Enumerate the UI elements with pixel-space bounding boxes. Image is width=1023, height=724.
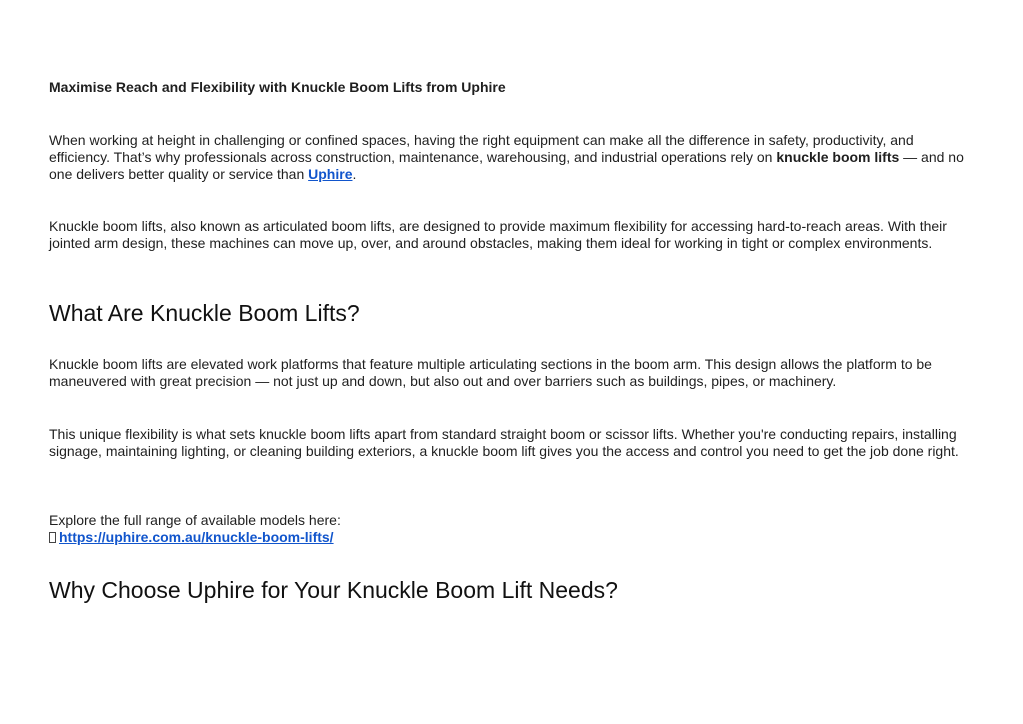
uphire-link[interactable]: Uphire <box>308 166 353 182</box>
missing-glyph-icon <box>49 532 56 543</box>
paragraph-explore <box>49 512 977 546</box>
knuckle-boom-lifts-bold: knuckle boom lifts <box>776 149 900 165</box>
paragraph-articulated: Knuckle boom lifts, also known as articulated boom lifts, are designed to provide maximum flexibility for accessing hard-to-reach areas. With their jointed arm design, these machines can move up, over, and around obstacles, making them ideal for working in tight or complex environments. <box>49 218 947 251</box>
paragraph-intro <box>49 132 977 183</box>
paragraph-flexibility: This unique flexibility is what sets knuckle boom lifts apart from standard straight boom or scissor lifts. Whether you're conducting repairs, installing signage, maintaining lighting, or cleaning building exteriors, a knuckle boom lift gives you the access and control you need to get the job done right. <box>49 426 959 459</box>
paragraph-intro-text-middle: — and no one delivers better quality or service than <box>49 149 964 182</box>
intro-title: Maximise Reach and Flexibility with Knuckle Boom Lifts from Uphire <box>49 79 506 95</box>
explore-text: Explore the full range of available models here: <box>49 512 341 528</box>
paragraph-definition: Knuckle boom lifts are elevated work platforms that feature multiple articulating sections in the boom arm. This design allows the platform to be maneuvered with great precision — not just up and down, but also out and over barriers such as buildings, pipes, or machinery. <box>49 356 932 389</box>
knuckle-boom-lifts-url-link[interactable]: https://uphire.com.au/knuckle-boom-lifts/ <box>59 529 334 545</box>
heading-why-choose-uphire: Why Choose Uphire for Your Knuckle Boom Lift Needs? <box>49 577 618 603</box>
paragraph-intro-text-before: When working at height in challenging or confined spaces, having the right equipment can make all the difference in safety, productivity, and efficiency. That’s why professionals across construction, maintenance, warehousing, and industrial operations rely on <box>49 132 914 165</box>
heading-what-are-knuckle-boom-lifts: What Are Knuckle Boom Lifts? <box>49 300 360 326</box>
paragraph-intro-text-after: . <box>352 166 357 182</box>
